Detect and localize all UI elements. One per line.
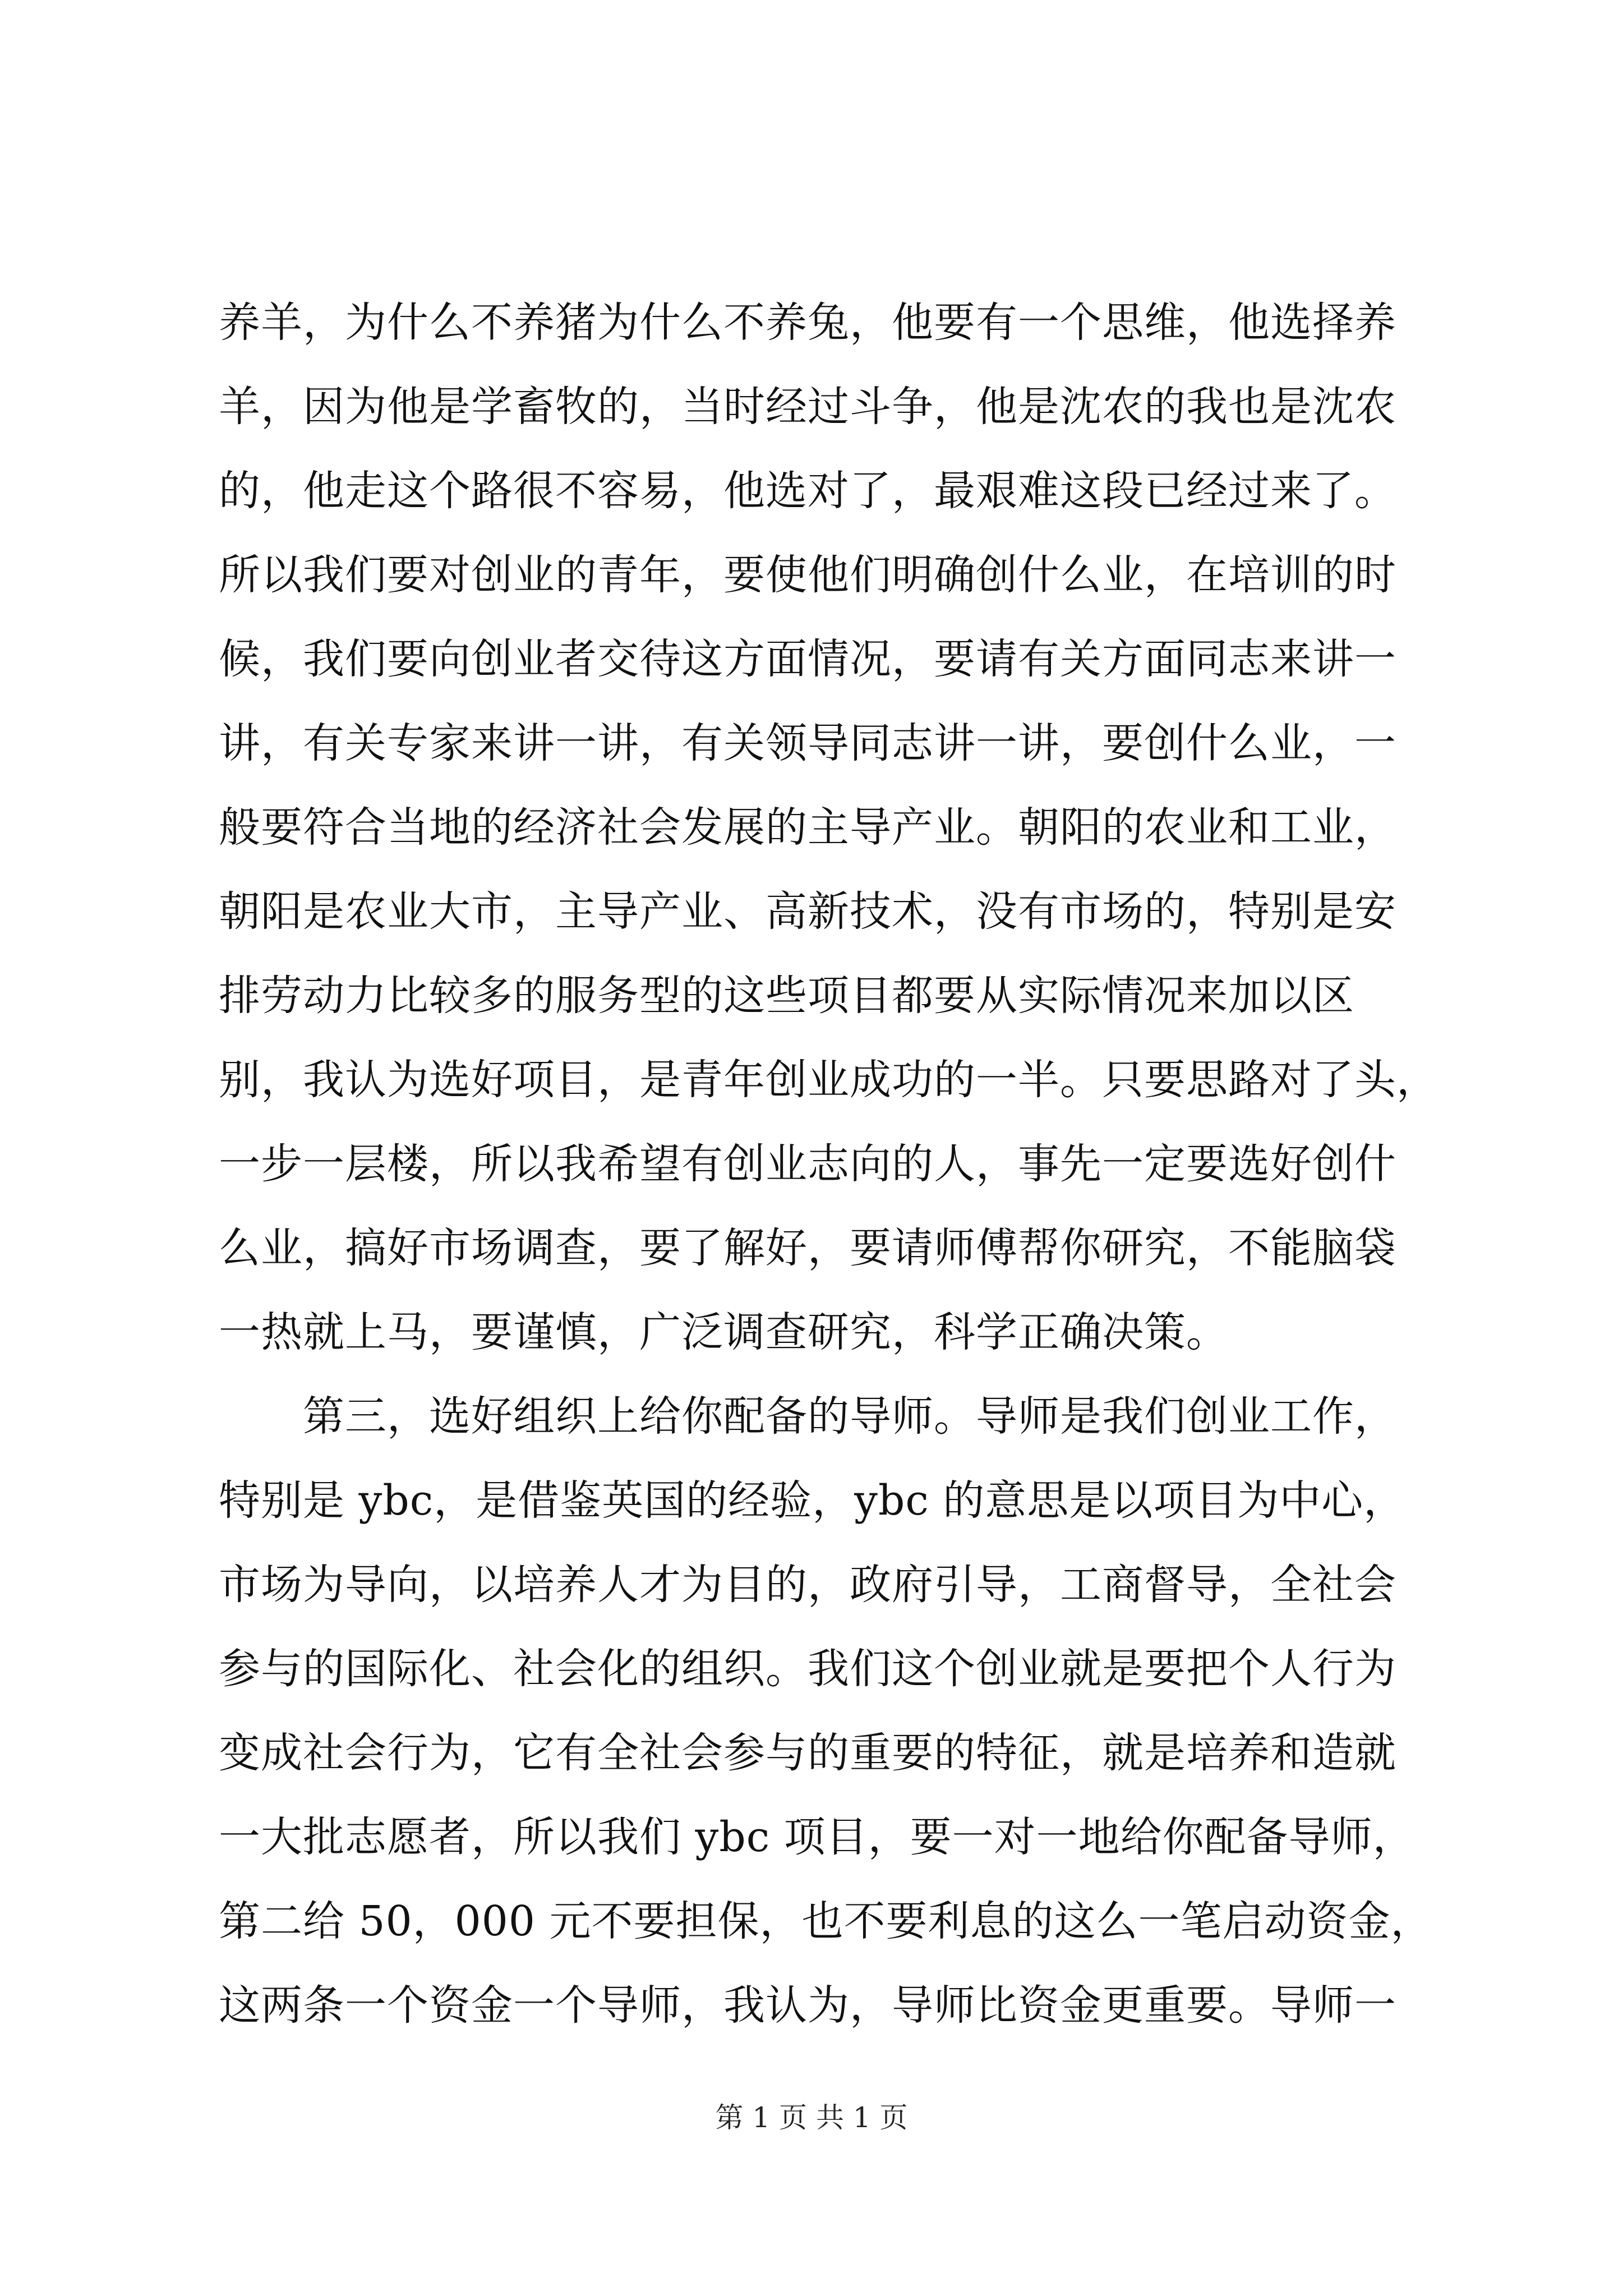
text-line-15: 特别是 ybc，是借鉴英国的经验，ybc 的意思是以项目为中心， xyxy=(219,1476,1406,1525)
text-line-18: 变成社会行为，它有全社会参与的重要的特征，就是培养和造就 xyxy=(219,1729,1396,1777)
text-line-2: 羊，因为他是学畜牧的，当时经过斗争，他是沈农的我也是沈农 xyxy=(219,383,1396,431)
text-line-16: 市场为导向，以培养人才为目的，政府引导，工商督导，全社会 xyxy=(219,1561,1396,1609)
text-line-5: 候，我们要向创业者交待这方面情况，要请有关方面同志来讲一 xyxy=(219,635,1396,683)
text-line-3: 的，他走这个路很不容易，他选对了，最艰难这段已经过来了。 xyxy=(219,467,1396,515)
text-line-1: 养羊，为什么不养猪为什么不养兔，他要有一个思维，他选择养 xyxy=(219,298,1396,347)
text-line-4: 所以我们要对创业的青年，要使他们明确创什么业，在培训的时 xyxy=(219,551,1396,599)
text-line-21: 这两条一个资金一个导师，我认为，导师比资金更重要。导师一 xyxy=(219,1981,1396,2030)
text-line-9: 排劳动力比较多的服务型的这些项目都要从实际情况来加以区 xyxy=(219,972,1354,1020)
text-line-12: 么业，搞好市场调查，要了解好，要请师傅帮你研究，不能脑袋 xyxy=(219,1224,1396,1272)
text-line-14: 第三，选好组织上给你配备的导师。导师是我们创业工作， xyxy=(219,1392,1396,1441)
text-line-10: 别，我认为选好项目，是青年创业成功的一半。只要思路对了头， xyxy=(219,1056,1438,1104)
text-line-19: 一大批志愿者，所以我们 ybc 项目，要一对一地给你配备导师， xyxy=(219,1813,1415,1861)
text-line-17: 参与的国际化、社会化的组织。我们这个创业就是要把个人行为 xyxy=(219,1645,1396,1693)
text-line-6: 讲，有关专家来讲一讲，有关领导同志讲一讲，要创什么业，一 xyxy=(219,719,1396,767)
text-line-20: 第二给 50，000 元不要担保，也不要利息的这么一笔启动资金， xyxy=(219,1897,1433,1945)
text-line-13: 一热就上马，要谨慎，广泛调查研究，科学正确决策。 xyxy=(219,1308,1228,1356)
text-line-8: 朝阳是农业大市，主导产业、高新技术，没有市场的，特别是安 xyxy=(219,887,1396,936)
text-line-11: 一步一层楼，所以我希望有创业志向的人，事先一定要选好创什 xyxy=(219,1140,1396,1188)
text-line-7: 般要符合当地的经济社会发展的主导产业。朝阳的农业和工业， xyxy=(219,803,1396,852)
page-footer: 第 1 页 共 1 页 xyxy=(715,2101,908,2134)
